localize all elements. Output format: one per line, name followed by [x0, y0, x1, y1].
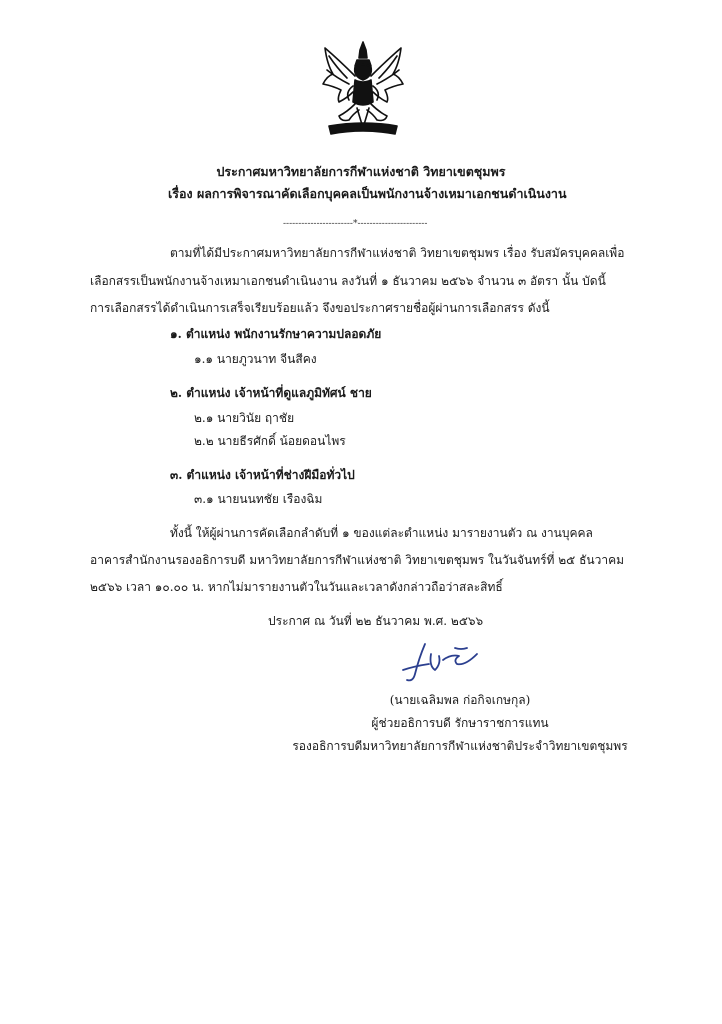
selected-person: ๒.๑ นายวินัย ฤาชัย: [194, 411, 295, 425]
divider-line: -----------------------*-----------------------: [283, 219, 428, 229]
selected-person: ๓.๑ นายนนทชัย เรืองฉิม: [194, 492, 323, 506]
intro-line: ตามที่ได้มีประกาศมหาวิทยาลัยการกีฬาแห่งชาติ วิทยาเขตชุมพร เรื่อง รับสมัครบุคคลเพื่อ: [170, 246, 625, 260]
closing-line: อาคารสำนักงานรองอธิการบดี มหาวิทยาลัยการกีฬาแห่งชาติ วิทยาเขตชุมพร ในวันจันทร์ที่ ๒๕ ธันวาคม: [90, 553, 625, 567]
closing-line: ทั้งนี้ ให้ผู้ผ่านการคัดเลือกลำดับที่ ๑ ของแต่ละตำแหน่ง มารายงานตัว ณ งานบุคคล: [170, 526, 593, 540]
signatory-title: รองอธิการบดีมหาวิทยาลัยการกีฬาแห่งชาติประจำวิทยาเขตชุมพร: [292, 739, 628, 753]
handwritten-signature-icon: [395, 640, 485, 686]
intro-line: การเลือกสรรได้ดำเนินการเสร็จเรียบร้อยแล้ว จึงขอประกาศรายชื่อผู้ผ่านการเลือกสรร ดังนี้: [90, 301, 550, 315]
selected-person: ๑.๑ นายภูวนาท จีนสีคง: [194, 352, 317, 366]
announce-date: ประกาศ ณ วันที่ ๒๒ ธันวาคม พ.ศ. ๒๕๖๖: [268, 614, 484, 628]
announcement-subject: เรื่อง ผลการพิจารณาคัดเลือกบุคคลเป็นพนักงานจ้างเหมาเอกชนดำเนินงาน: [168, 186, 567, 201]
position-title: ๓. ตำแหน่ง เจ้าหน้าที่ช่างฝีมือทั่วไป: [170, 468, 355, 482]
garuda-emblem-icon: [319, 40, 407, 140]
position-title: ๒. ตำแหน่ง เจ้าหน้าที่ดูแลภูมิทัศน์ ชาย: [170, 386, 372, 400]
signatory-title: ผู้ช่วยอธิการบดี รักษาราชการแทน: [371, 716, 549, 730]
intro-line: เลือกสรรเป็นพนักงานจ้างเหมาเอกชนดำเนินงาน ลงวันที่ ๑ ธันวาคม ๒๕๖๖ จำนวน ๓ อัตรา นั้น บัดนี้: [90, 274, 606, 288]
selected-person: ๒.๒ นายธีรศักดิ์ น้อยดอนไพร: [194, 434, 346, 448]
announcement-title: ประกาศมหาวิทยาลัยการกีฬาแห่งชาติ วิทยาเขตชุมพร: [216, 164, 506, 179]
signatory-name: (นายเฉลิมพล ก่อกิจเกษกุล): [389, 693, 531, 707]
closing-line: ๒๕๖๖ เวลา ๑๐.๐๐ น. หากไม่มารายงานตัวในวันและเวลาดังกล่าวถือว่าสละสิทธิ์: [90, 580, 503, 594]
position-title: ๑. ตำแหน่ง พนักงานรักษาความปลอดภัย: [170, 327, 382, 341]
